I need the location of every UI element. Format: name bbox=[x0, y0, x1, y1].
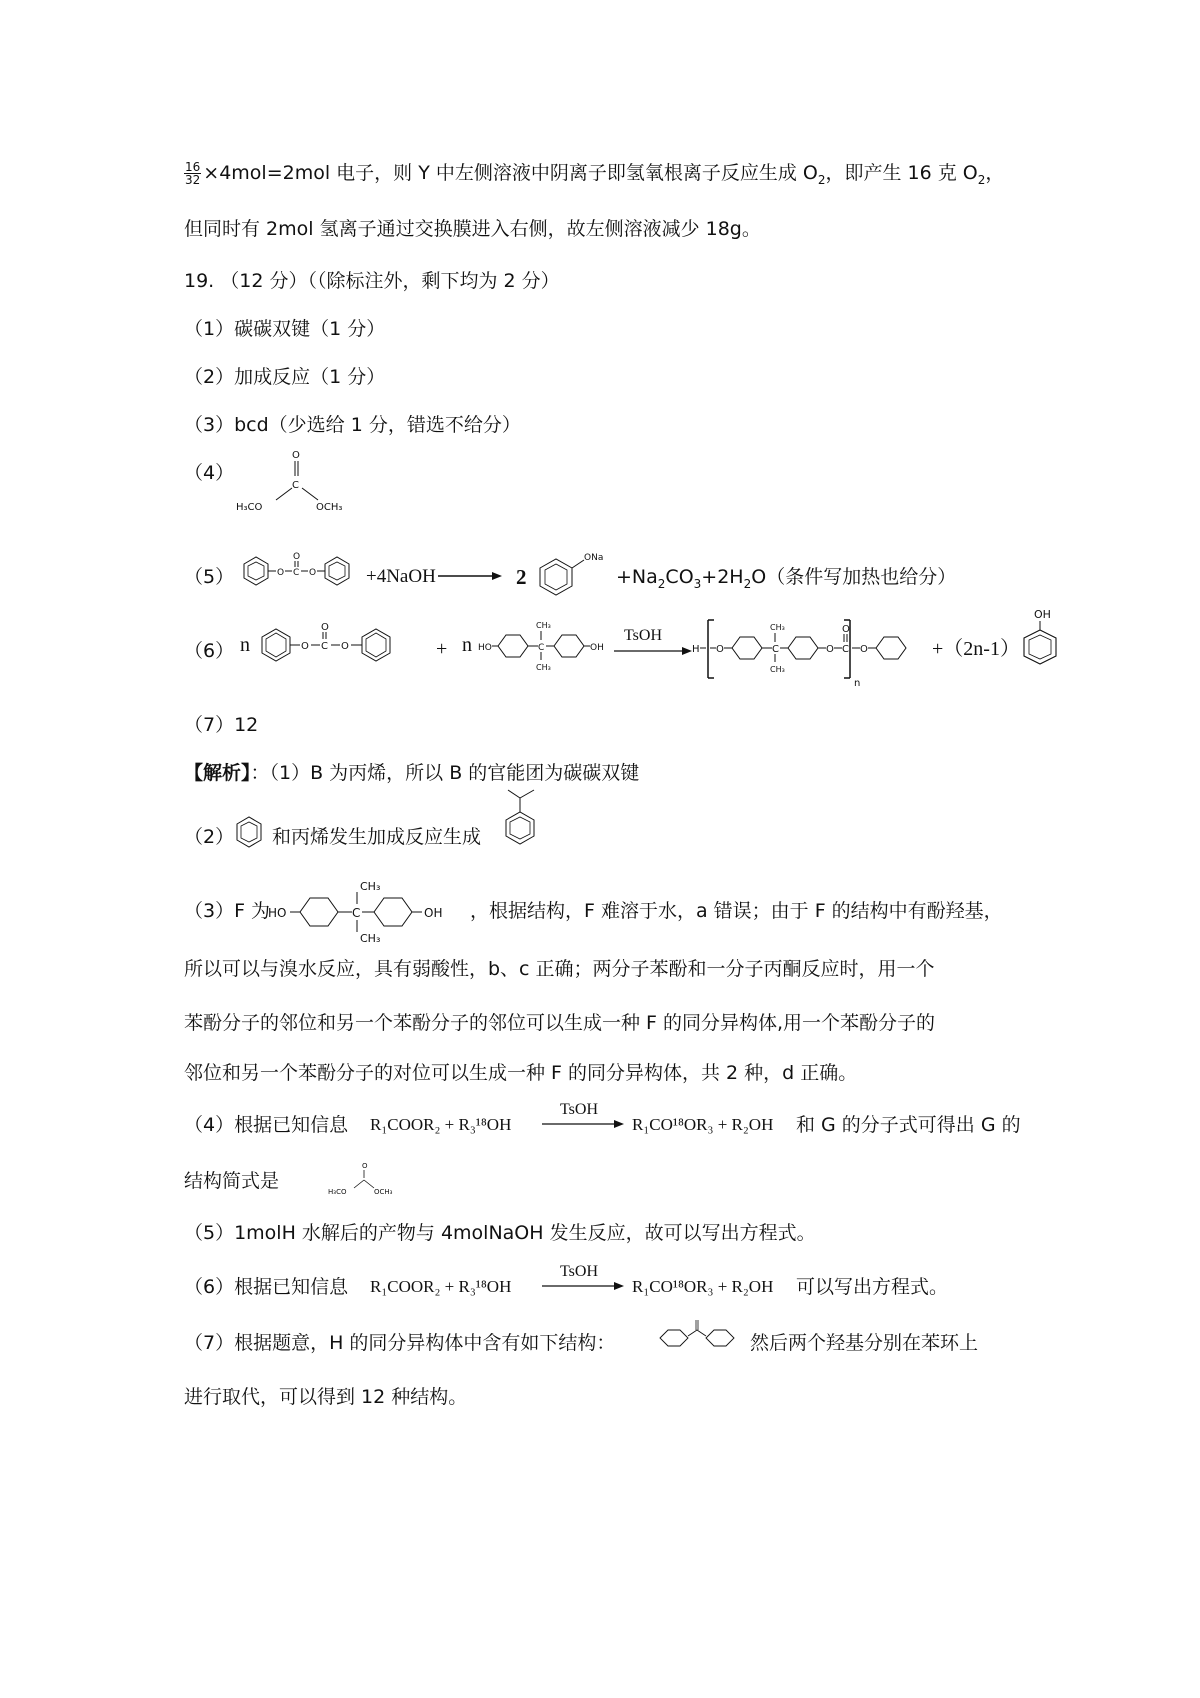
label-ch3-top: CH₃ bbox=[360, 880, 381, 893]
answer-6-n1: n bbox=[240, 634, 250, 656]
answer-5-reagent: +4NaOH bbox=[366, 566, 436, 587]
answer-6-coefficient: +（2n-1） bbox=[932, 638, 1020, 660]
analysis-4-line-2: 结构简式是 bbox=[184, 1170, 280, 1192]
label-c-2: C bbox=[842, 644, 849, 655]
analysis-3-line-4: 邻位和另一个苯酚分子的对位可以生成一种 F 的同分异构体，共 2 种，d 正确。 bbox=[184, 1062, 858, 1084]
analysis-2-text: 和丙烯发生加成反应生成 bbox=[272, 826, 482, 848]
tail-part: +Na bbox=[616, 566, 658, 588]
tail-part: +2H bbox=[701, 566, 744, 588]
reaction-arrow-5 bbox=[438, 568, 502, 582]
dimethyl-carbonate-structure bbox=[236, 448, 356, 516]
fraction-denominator: 32 bbox=[185, 173, 201, 187]
benzophenone-structure bbox=[654, 1316, 738, 1360]
tail-sub: 2 bbox=[743, 576, 752, 591]
label-o-top: O bbox=[842, 624, 850, 635]
analysis-title: 【解析】 bbox=[184, 762, 251, 784]
analysis-3-line-2: 所以可以与溴水反应，具有弱酸性，b、c 正确；两分子苯酚和一分子丙酮反应时，用一个 bbox=[184, 958, 935, 980]
label-o-top: O bbox=[292, 450, 300, 461]
label-ch3-bottom: CH₃ bbox=[536, 663, 551, 672]
analysis-3-line-3: 苯酚分子的邻位和另一个苯酚分子的邻位可以生成一种 F 的同分异构体,用一个苯酚分子的 bbox=[184, 1012, 936, 1034]
label-c: C bbox=[352, 906, 361, 920]
subscript-n: n bbox=[854, 678, 861, 689]
answer-4-label: （4） bbox=[184, 462, 235, 484]
eq-rhs: R₁CO¹⁸OR₃ + R₂OH bbox=[632, 1115, 774, 1134]
label-och3: OCH₃ bbox=[374, 1188, 393, 1196]
bisphenol-a-structure-6 bbox=[478, 618, 628, 674]
analysis-5: （5）1molH 水解后的产物与 4molNaOH 发生反应，故可以写出方程式。 bbox=[184, 1222, 816, 1244]
label-c: C bbox=[321, 641, 328, 652]
fraction-numerator: 16 bbox=[185, 160, 201, 174]
analysis-7-text: 然后两个羟基分别在苯环上 bbox=[750, 1332, 979, 1354]
answer-6-plus: + bbox=[436, 638, 448, 660]
answer-5-coefficient: 2 bbox=[516, 565, 527, 589]
analysis-4-prefix: （4）根据已知信息 bbox=[184, 1114, 349, 1136]
intro-line-1 bbox=[184, 160, 1004, 193]
answer-2: （2）加成反应（1 分） bbox=[184, 366, 386, 388]
intro-line-1-tail: ，即产生 16 克 O bbox=[825, 162, 978, 184]
answer-7: （7）12 bbox=[184, 714, 259, 736]
label-o-1: O bbox=[716, 644, 724, 655]
eq-catalyst: TsOH bbox=[560, 1101, 598, 1118]
tail-part: CO bbox=[665, 566, 694, 588]
analysis-3-text: ，根据结构，F 难溶于水，a 错误；由于 F 的结构中有酚羟基， bbox=[470, 900, 1003, 922]
benzene-structure bbox=[234, 814, 264, 854]
label-ch3-top: CH₃ bbox=[770, 623, 785, 632]
answer-5-tail bbox=[616, 564, 956, 597]
known-reaction-equation-4 bbox=[370, 1098, 790, 1142]
answer-6-n2: n bbox=[462, 634, 472, 656]
label-ho: HO bbox=[478, 643, 492, 653]
label-o-top: O bbox=[293, 552, 301, 562]
label-o-3: O bbox=[860, 644, 868, 655]
label-o-2: O bbox=[309, 568, 317, 578]
label-och3: OCH₃ bbox=[316, 502, 343, 513]
eq-lhs: R₁COOR₂ + R₃¹⁸OH bbox=[370, 1277, 512, 1296]
o2-subscript: 2 bbox=[817, 172, 826, 187]
eq-catalyst: TsOH bbox=[560, 1263, 598, 1280]
label-ho: HO bbox=[268, 906, 287, 920]
dimethyl-carbonate-small bbox=[326, 1160, 406, 1200]
answer-3: （3）bcd（少选给 1 分，错选不给分） bbox=[184, 414, 521, 436]
label-c: C bbox=[772, 644, 779, 655]
label-o-2: O bbox=[826, 644, 834, 655]
analysis-6-text: 可以写出方程式。 bbox=[796, 1276, 949, 1298]
tsoh-arrow-6 bbox=[614, 624, 694, 660]
q19-header: 19. （12 分）（（除标注外，剩下均为 2 分） bbox=[184, 270, 560, 292]
diphenyl-carbonate-structure-6 bbox=[256, 622, 426, 670]
analysis-1-text: ：（1）B 为丙烯，所以 B 的官能团为碳碳双键 bbox=[250, 762, 640, 784]
tsoh-label: TsOH bbox=[624, 627, 662, 644]
label-h3co: H₃CO bbox=[236, 502, 263, 513]
label-h: H bbox=[692, 644, 700, 655]
analysis-6-prefix: （6）根据已知信息 bbox=[184, 1276, 349, 1298]
label-oh: OH bbox=[590, 643, 604, 653]
analysis-4-text: 和 G 的分子式可得出 G 的 bbox=[796, 1114, 1021, 1136]
eq-rhs: R₁CO¹⁸OR₃ + R₂OH bbox=[632, 1277, 774, 1296]
tail-sub: 3 bbox=[693, 576, 702, 591]
label-c: C bbox=[538, 643, 545, 653]
fraction bbox=[184, 161, 201, 186]
eq-lhs: R₁COOR₂ + R₃¹⁸OH bbox=[370, 1115, 512, 1134]
known-reaction-equation-6 bbox=[370, 1260, 790, 1304]
intro-line-2: 但同时有 2mol 氢离子通过交换膜进入右侧，故左侧溶液减少 18g。 bbox=[184, 218, 761, 240]
label-o-1: O bbox=[301, 641, 309, 652]
intro-line-1-end: ， bbox=[985, 162, 1005, 184]
bisphenol-a-structure-3 bbox=[268, 876, 468, 948]
label-ch3-top: CH₃ bbox=[536, 621, 551, 630]
label-o-1: O bbox=[277, 568, 285, 578]
answer-5-label: （5） bbox=[184, 566, 235, 588]
analysis-1 bbox=[184, 760, 639, 786]
sodium-phenoxide-structure bbox=[532, 548, 612, 604]
label-ch3-bottom: CH₃ bbox=[770, 665, 785, 674]
label-o-top: O bbox=[362, 1162, 368, 1170]
phenol-structure bbox=[1016, 604, 1066, 676]
tail-sub: 2 bbox=[657, 576, 666, 591]
label-h3co: H₃CO bbox=[328, 1188, 347, 1196]
o2-subscript-2: 2 bbox=[977, 172, 986, 187]
intro-line-1-text: ×4mol=2mol 电子，则 Y 中左侧溶液中阴离子即氢氧根离子反应生成 O bbox=[203, 162, 818, 184]
label-oh: OH bbox=[1034, 608, 1051, 621]
diphenyl-carbonate-structure-5 bbox=[232, 552, 372, 596]
analysis-7-prefix: （7）根据题意，H 的同分异构体中含有如下结构： bbox=[184, 1332, 616, 1354]
label-oh: OH bbox=[424, 906, 443, 920]
label-ona: ONa bbox=[584, 553, 604, 563]
answer-6-label: （6） bbox=[184, 640, 235, 662]
label-ch3-bottom: CH₃ bbox=[360, 932, 381, 945]
analysis-2-prefix: （2） bbox=[184, 826, 235, 848]
analysis-3-prefix: （3）F 为 bbox=[184, 900, 271, 922]
label-c: C bbox=[292, 480, 299, 491]
label-o-top: O bbox=[321, 622, 329, 633]
cumene-structure bbox=[504, 778, 550, 864]
analysis-7-line-2: 进行取代，可以得到 12 种结构。 bbox=[184, 1386, 468, 1408]
tail-part: O（条件写加热也给分） bbox=[751, 566, 957, 588]
label-c: C bbox=[293, 568, 300, 578]
label-o-2: O bbox=[341, 641, 349, 652]
answer-1: （1）碳碳双键（1 分） bbox=[184, 318, 386, 340]
